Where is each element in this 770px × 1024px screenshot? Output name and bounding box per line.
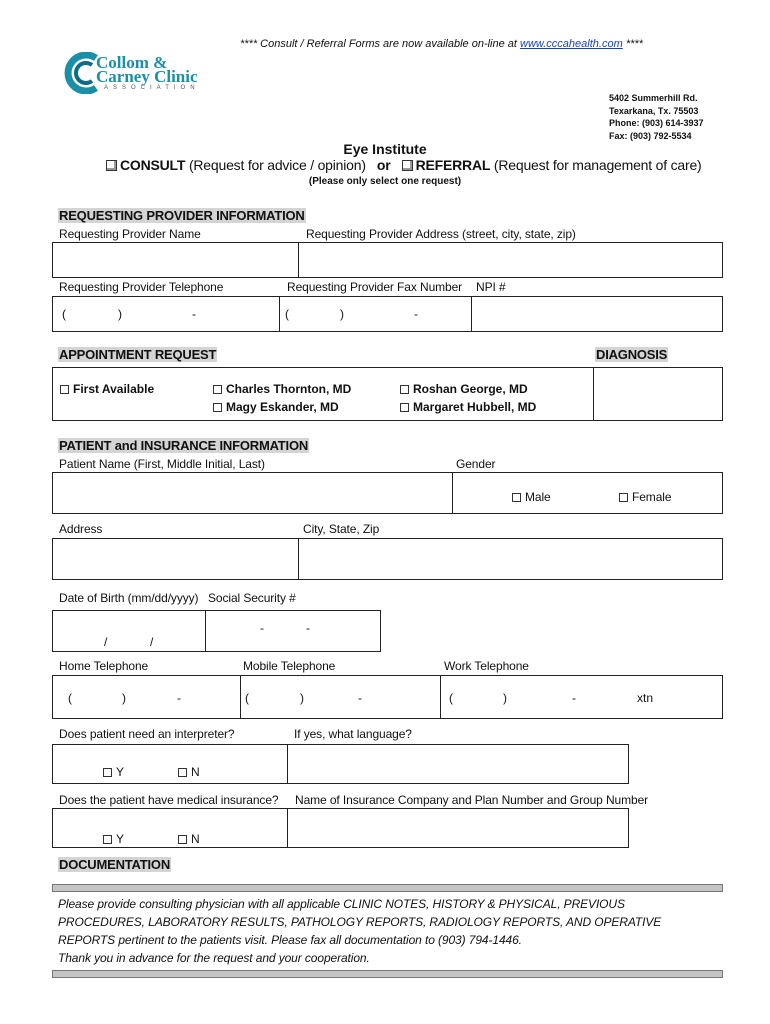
ssn-field[interactable] <box>205 610 381 652</box>
eskander-checkbox[interactable] <box>213 403 222 412</box>
gender-box <box>452 472 723 514</box>
provider-address-label: Requesting Provider Address (street, city, state, zip) <box>306 227 576 241</box>
work-paren-close: ) <box>503 691 507 705</box>
fax-paren-open: ( <box>285 307 289 321</box>
mobile-dash: - <box>358 691 362 705</box>
patient-section-title: PATIENT and INSURANCE INFORMATION <box>59 438 309 453</box>
notice-suffix: **** <box>625 38 643 50</box>
interpreter-no[interactable] <box>178 765 200 779</box>
insurance-label: Name of Insurance Company and Plan Number and Group Number <box>295 793 649 807</box>
thornton-checkbox[interactable] <box>213 385 222 394</box>
george-label: Roshan George, MD <box>413 382 528 396</box>
gender-label: Gender <box>456 457 496 471</box>
documentation-line-4: Thank you in advance for the request and your cooperation. <box>58 951 370 965</box>
npi-field[interactable] <box>471 296 723 332</box>
documentation-section-title: DOCUMENTATION <box>59 857 171 872</box>
dob-label: Date of Birth (mm/dd/yyyy) <box>59 591 199 605</box>
mobile-phone-label: Mobile Telephone <box>243 659 336 673</box>
work-phone-label: Work Telephone <box>444 659 529 673</box>
patient-city-field[interactable] <box>298 538 723 580</box>
logo-line-2: Carney Clinic <box>96 67 198 86</box>
provider-fax-field[interactable] <box>279 296 472 332</box>
mobile-paren-open: ( <box>245 691 249 705</box>
george-checkbox[interactable] <box>400 385 409 394</box>
documentation-line-2: PROCEDURES, LABORATORY RESULTS, PATHOLOGY REPORTS, RADIOLOGY REPORTS, AND OPERATIVE <box>58 915 662 929</box>
provider-address-field[interactable] <box>298 242 723 278</box>
online-notice <box>240 38 643 50</box>
patient-address-field[interactable] <box>52 538 299 580</box>
institute-title: Eye Institute <box>343 141 427 157</box>
ssn-dash-2: - <box>306 621 310 635</box>
insurance-no-label: N <box>191 832 200 846</box>
dob-field[interactable] <box>52 610 206 652</box>
male-label: Male <box>525 490 551 504</box>
interpreter-question: Does patient need an interpreter? <box>59 727 235 741</box>
clinic-address <box>609 92 704 142</box>
insurance-field[interactable] <box>287 808 629 848</box>
diagnosis-section-title: DIAGNOSIS <box>596 347 668 362</box>
documentation-bottom-bar <box>52 970 723 978</box>
language-label: If yes, what language? <box>294 727 412 741</box>
dob-slash-1: / <box>104 635 108 649</box>
provider-name-label: Requesting Provider Name <box>59 227 201 241</box>
consult-desc: (Request for advice / opinion) <box>188 157 366 173</box>
work-phone-field[interactable] <box>440 675 723 719</box>
language-field[interactable] <box>287 744 629 784</box>
home-paren-open: ( <box>68 691 72 705</box>
hubbell-label: Margaret Hubbell, MD <box>413 400 537 414</box>
referral-checkbox[interactable] <box>402 160 413 171</box>
appointment-section-title: APPOINTMENT REQUEST <box>59 347 217 362</box>
documentation-top-bar <box>52 884 723 892</box>
provider-name-field[interactable] <box>52 242 299 278</box>
npi-label: NPI # <box>476 280 506 294</box>
female-checkbox[interactable] <box>619 493 628 502</box>
phone-dash: - <box>192 307 196 321</box>
address-fax: Fax: (903) 792-5534 <box>609 130 692 141</box>
patient-name-label: Patient Name (First, Middle Initial, Last) <box>59 457 265 471</box>
provider-phone-label: Requesting Provider Telephone <box>59 280 224 294</box>
option-first-available[interactable] <box>60 382 154 396</box>
option-thornton[interactable] <box>213 382 351 396</box>
interpreter-no-checkbox[interactable] <box>178 768 187 777</box>
interpreter-yes[interactable] <box>103 765 124 779</box>
referral-label: REFERRAL <box>415 157 491 173</box>
interpreter-yes-checkbox[interactable] <box>103 768 112 777</box>
option-george[interactable] <box>400 382 528 396</box>
insurance-question: Does the patient have medical insurance? <box>59 793 279 807</box>
provider-fax-label: Requesting Provider Fax Number <box>287 280 463 294</box>
male-checkbox[interactable] <box>512 493 521 502</box>
insurance-yes-label: Y <box>116 832 124 846</box>
city-state-zip-label: City, State, Zip <box>303 522 380 536</box>
insurance-no-checkbox[interactable] <box>178 835 187 844</box>
thornton-label: Charles Thornton, MD <box>226 382 352 396</box>
work-paren-open: ( <box>449 691 453 705</box>
hubbell-checkbox[interactable] <box>400 403 409 412</box>
address-label: Address <box>59 522 103 536</box>
insurance-no[interactable] <box>178 832 200 846</box>
address-street: 5402 Summerhill Rd. <box>609 93 698 103</box>
insurance-yes-checkbox[interactable] <box>103 835 112 844</box>
mobile-phone-field[interactable] <box>240 675 441 719</box>
fax-paren-close: ) <box>340 307 344 321</box>
address-city: Texarkana, Tx. 75503 <box>609 105 699 116</box>
work-xtn: xtn <box>637 691 654 705</box>
home-dash: - <box>177 691 181 705</box>
option-hubbell[interactable] <box>400 400 536 414</box>
interpreter-no-label: N <box>191 765 200 779</box>
consult-checkbox[interactable] <box>106 160 117 171</box>
first-available-checkbox[interactable] <box>60 385 69 394</box>
option-eskander[interactable] <box>213 400 339 414</box>
or-text: or <box>376 157 391 173</box>
home-paren-close: ) <box>122 691 126 705</box>
insurance-yes[interactable] <box>103 832 124 846</box>
ssn-label: Social Security # <box>208 591 296 605</box>
female-label: Female <box>632 490 672 504</box>
website-link[interactable]: www.cccahealth.com <box>520 38 623 50</box>
patient-name-field[interactable] <box>52 472 453 514</box>
gender-female[interactable] <box>619 490 671 504</box>
clinic-logo <box>62 52 222 96</box>
dob-slash-2: / <box>150 635 154 649</box>
consult-label: CONSULT <box>120 157 186 173</box>
insurance-yn-box <box>52 808 288 848</box>
interpreter-yes-label: Y <box>116 765 124 779</box>
gender-male[interactable] <box>512 490 551 504</box>
phone-paren-close: ) <box>118 307 122 321</box>
request-type-row <box>106 157 702 173</box>
address-phone: Phone: (903) 614-3937 <box>609 118 704 128</box>
mobile-paren-close: ) <box>300 691 304 705</box>
home-phone-field[interactable] <box>52 675 241 719</box>
ssn-dash-1: - <box>260 621 264 635</box>
referral-desc: (Request for management of care) <box>493 157 702 173</box>
requesting-section-title: REQUESTING PROVIDER INFORMATION <box>59 208 305 223</box>
fax-dash: - <box>414 307 418 321</box>
work-dash: - <box>572 691 576 705</box>
first-available-label: First Available <box>73 382 155 396</box>
logo-line-1: Collom & <box>96 53 168 72</box>
documentation-line-1: Please provide consulting physician with all applicable CLINIC NOTES, HISTORY & PHYSICAL, PREVIOUS <box>58 897 625 911</box>
home-phone-label: Home Telephone <box>59 659 149 673</box>
provider-phone-field[interactable] <box>52 296 280 332</box>
diagnosis-field[interactable] <box>593 367 723 421</box>
phone-paren-open: ( <box>62 307 66 321</box>
notice-prefix: **** Consult / Referral Forms are now available on-line at <box>240 38 517 50</box>
eskander-label: Magy Eskander, MD <box>226 400 339 414</box>
select-note: (Please only select one request) <box>308 176 462 187</box>
interpreter-box <box>52 744 288 784</box>
documentation-line-3: REPORTS pertinent to the patients visit. Please fax all documentation to (903) 794-1446. <box>58 933 522 947</box>
logo-tag: ASSOCIATION <box>104 85 200 91</box>
